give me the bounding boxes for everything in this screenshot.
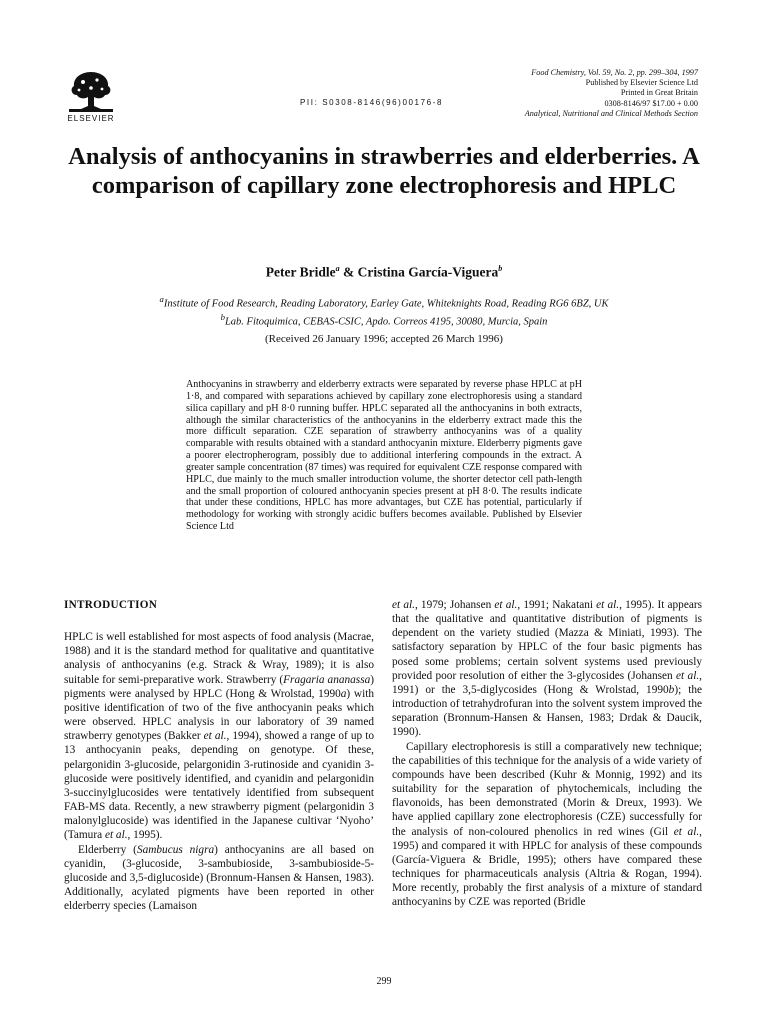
italic-text-run: et al. xyxy=(203,730,227,743)
italic-text-run: et al. xyxy=(104,829,128,842)
italic-text-run: et al. xyxy=(596,599,620,611)
text-run: , 1991; Nakatani xyxy=(517,599,597,611)
affiliation-a-mark: a xyxy=(159,294,164,304)
article-title: Analysis of anthocyanins in strawberries and elderberries. A comparison of capillary zone electrophoresis and HPLC xyxy=(68,143,700,199)
paragraph xyxy=(64,843,374,914)
author-1-affil-mark: a xyxy=(335,264,340,273)
text-run: Capillary electrophoresis is still a comparatively new technique; the capabilities of this technique for the analysis of a wide variety of compounds have been described (Kuhr & Monnig, 1992) and its suitability for the separation of phytochemicals, including the flavonoids, has been demonstrated (Morin & Dreux, 1993). We have applied capillary zone electrophoresis (CZE) successfully for the analysis of non-coloured phenolics in red wines (Gil xyxy=(392,740,702,838)
journal-publisher: Published by Elsevier Science Ltd xyxy=(585,78,698,88)
paragraph xyxy=(64,630,374,842)
italic-text-run: a xyxy=(340,687,347,700)
author-1: Peter Bridle xyxy=(265,264,336,280)
text-run: , 1991) or the 3,5-diglycosides (Hong & Wrolstad, 1990 xyxy=(392,669,702,696)
affiliation-b xyxy=(60,311,708,329)
journal-citation: Food Chemistry, Vol. 59, No. 2, pp. 299–304, 1997 xyxy=(531,68,698,77)
abstract: Anthocyanins in strawberry and elderberry extracts were separated by reverse phase HPLC at pH 1·8, and compared with separations achieved by capillary zone electrophoresis using a standard silica capillary and pH 8·0 running buffer. HPLC separated all the anthocyanins in both extracts, although the similar characteristics of the anthocyanins in the elderberry extract made this the more difficult separation. CZE separation of strawberry anthocyanins was of a quality comparable with results obtained with a standard anthocyanin mixture. Elderberry pigments gave a poorer electropherogram, possibly due to additional interfering compounds in the extract. A greater sample concentration (87 times) was required for equivalent CZE response compared with HPLC, due mainly to the much smaller introduction volume, the shorter detector cell path-length and the small proportion of coloured anthocyanin species present at pH 8·0. The results indicate that under these conditions, HPLC has more advantages, but CZE has potential, particularly if methodology for working with strongly acidic buffers becomes available. Published by Elsevier Science Ltd xyxy=(186,379,582,533)
text-run: HPLC is well established for most aspects of food analysis (Macrae, 1988) and it is the standard method for qualitative and quantitative analysis of anthocyanins (e.g. Strack & Wray, 1989); it is also suitable for semi-preparative work. Strawberry ( xyxy=(64,631,374,686)
section-heading-introduction: INTRODUCTION xyxy=(64,599,158,611)
elsevier-logo xyxy=(60,68,122,123)
pii-code: PII: S0308-8146(96)00176-8 xyxy=(300,98,444,107)
text-run: ) with positive identification of two of the five anthocyanin peaks which were observed. HPLC analysis in our laboratory of 39 named strawberry genotypes (Bakker xyxy=(64,687,375,743)
right-column xyxy=(392,598,702,909)
italic-text-run: et al. xyxy=(673,825,700,838)
text-run: , 1979; Johansen xyxy=(414,599,495,611)
affiliation-a xyxy=(60,293,708,311)
author-2: Cristina García-Viguera xyxy=(357,264,499,280)
publisher-name: ELSEVIER xyxy=(67,114,115,123)
journal-printed: Printed in Great Britain xyxy=(620,88,698,98)
page-number: 299 xyxy=(376,976,392,987)
text-run: , 1994), showed a range of up to 13 anthocyanin peaks, depending on genotype. Of these, pelargonidin 3-glucoside, pelargonidin 3-rutinoside and cyanidin 3-glucoside were positively identified, and cyanidin and pelargonidin 3-succinylglucosides were tentatively identified from subsequent FAB-MS data. Recently, a new strawberry pigment (pelargonidin 3 malonylglucoside) was identified in the Japanese cultivar ‘Nyoho’ (Tamura xyxy=(64,730,375,842)
journal-issn-price: 0308-8146/97 $17.00 + 0.00 xyxy=(604,98,698,108)
paragraph xyxy=(392,740,702,910)
author-separator: & xyxy=(339,264,358,280)
text-run: , 1995). xyxy=(127,829,163,842)
italic-text-run: Fragaria ananassa xyxy=(283,673,371,686)
text-run: Elderberry ( xyxy=(78,843,137,856)
text-run: ); the introduction of tetrahydrofuran into the solvent system improved the separation (Bronnum-Hansen & Hansen, 1983; Drdak & Daucik, 1990). xyxy=(392,683,702,739)
left-column xyxy=(64,598,374,913)
affiliation-b-mark: b xyxy=(220,312,225,322)
affiliation-b-text: Lab. Fitoquimica, CEBAS-CSIC, Apdo. Correos 4195, 30080, Murcia, Spain xyxy=(224,316,548,328)
text-run: ) anthocyanins are all based on cyanidin, (3-glucoside, 3-sambubioside, 3-sambubioside-5-glucoside and 3,5-diglucoside) (Bronnum-Hansen & Hansen, 1983). Additionally, acylated pigments have been reported in other elderberry species (Lamaison xyxy=(64,843,374,913)
italic-text-run: Sambucus nigra xyxy=(136,843,215,856)
italic-text-run: b xyxy=(668,683,675,696)
journal-info xyxy=(525,68,698,119)
text-run: , 1995) and compared it with HPLC for analysis of these compounds (García-Viguera & Bridle, 1995); others have compared these techniques for pharmaceuticals analysis (Altria & Rogan, 1994). More recently, probably the first analysis of a mixture of standard anthocyanins by CZE was reported (Bridle xyxy=(392,825,702,909)
italic-text-run: et al. xyxy=(494,599,518,611)
authors xyxy=(60,264,708,281)
italic-text-run: et al. xyxy=(676,669,700,682)
paragraph xyxy=(392,598,702,740)
author-2-affil-mark: b xyxy=(498,264,503,273)
affiliation-a-text: Institute of Food Research, Reading Laboratory, Earley Gate, Whiteknights Road, Reading RG6 6BZ, UK xyxy=(163,298,609,310)
affiliations xyxy=(60,293,708,329)
italic-text-run: et al. xyxy=(392,599,415,611)
text-run: ) pigments were analysed by HPLC (Hong & Wrolstad, 1990 xyxy=(64,673,375,700)
received-dates: (Received 26 January 1996; accepted 26 March 1996) xyxy=(265,333,503,345)
journal-section: Analytical, Nutritional and Clinical Methods Section xyxy=(524,108,698,118)
elsevier-tree-icon xyxy=(67,68,115,112)
text-run: , 1995). It appears that the qualitative and quantitative distribution of pigments is dependent on the variety studied (Mazza & Miniati, 1993). The satisfactory separation by HPLC of the four basic pigments has posed some problems; certain solvent systems used previously provided poor resolution of either the 3-glycosides (Johansen xyxy=(392,599,703,682)
